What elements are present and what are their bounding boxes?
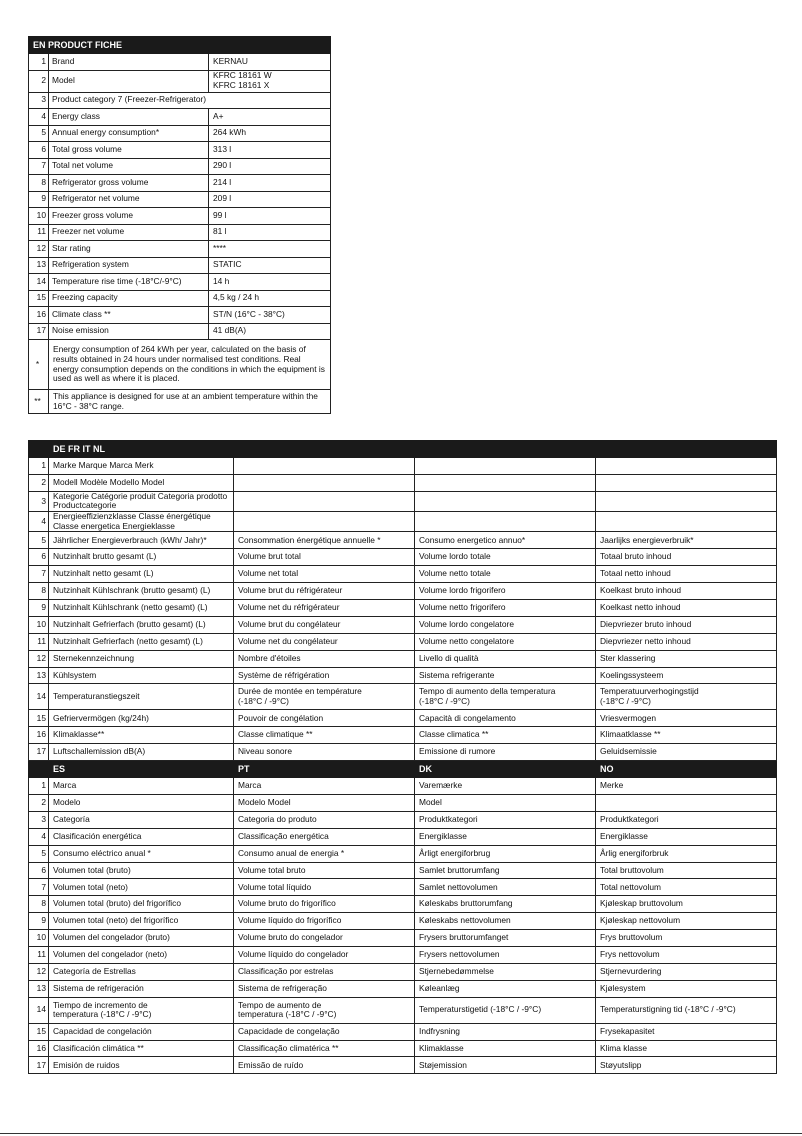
translation-row — [29, 1057, 777, 1074]
translation-cell: Frysekapasitet — [596, 1023, 777, 1040]
fiche-value: 4,5 kg / 24 h — [209, 290, 331, 307]
row-number: 8 — [29, 583, 49, 600]
fiche-value: 264 kWh — [209, 125, 331, 142]
fiche-row — [29, 54, 331, 71]
translation-cell — [415, 458, 596, 475]
row-number: 13 — [29, 667, 49, 684]
row-number: 16 — [29, 307, 49, 324]
translation-cell: Emissão de ruído — [234, 1057, 415, 1074]
translation-cell: Stjernebedømmelse — [415, 963, 596, 980]
fiche-label: Freezer gross volume — [49, 208, 209, 225]
translation-cell: Classificação climatérica ** — [234, 1040, 415, 1057]
translation-cell: Luftschallemission dB(A) — [49, 744, 234, 761]
language-header: PT — [234, 761, 415, 778]
translation-cell: Temperaturanstiegszeit — [49, 684, 234, 710]
translation-cell: Tempo de aumento de temperatura (-18°C / -9°C) — [234, 997, 415, 1023]
translation-cell: Kühlsystem — [49, 667, 234, 684]
translation-row — [29, 583, 777, 600]
translation-cell: Køleskabs nettovolumen — [415, 913, 596, 930]
row-number: 14 — [29, 997, 49, 1023]
fiche-value: 214 l — [209, 175, 331, 192]
fiche-header: EN PRODUCT FICHE — [29, 37, 331, 54]
translation-cell: Volume netto frigorifero — [415, 599, 596, 616]
translation-cell — [415, 474, 596, 491]
translation-row — [29, 616, 777, 633]
translation-cell: Classificação por estrelas — [234, 963, 415, 980]
translation-cell: Système de réfrigération — [234, 667, 415, 684]
translation-cell: Temperatuurverhogingstijd (-18°C / -9°C) — [596, 684, 777, 710]
row-number: 14 — [29, 274, 49, 291]
translation-cell: Volume líquido do frigorífico — [234, 913, 415, 930]
fiche-value: 81 l — [209, 224, 331, 241]
fiche-value: KFRC 18161 W KFRC 18161 X — [209, 70, 331, 92]
row-number: 17 — [29, 1057, 49, 1074]
row-number: 9 — [29, 599, 49, 616]
translation-cell: Temperaturstigetid (-18°C / -9°C) — [415, 997, 596, 1023]
translation-cell: Jaarlijks energieverbruik* — [596, 532, 777, 549]
translation-cell: Emisión de ruidos — [49, 1057, 234, 1074]
translation-row — [29, 930, 777, 947]
row-number: 11 — [29, 224, 49, 241]
fiche-label: Product category 7 (Freezer-Refrigerator) — [49, 92, 331, 109]
translation-cell: Consumo anual de energia * — [234, 845, 415, 862]
translation-row — [29, 491, 777, 511]
translation-cell: Merke — [596, 778, 777, 795]
translation-cell — [234, 491, 415, 511]
row-number: 7 — [29, 158, 49, 175]
translation-cell: Total bruttovolum — [596, 862, 777, 879]
language-header — [415, 441, 596, 458]
translation-cell: Klimaklasse** — [49, 727, 234, 744]
fiche-value: 14 h — [209, 274, 331, 291]
translation-cell: Volume net du réfrigérateur — [234, 599, 415, 616]
translation-row — [29, 549, 777, 566]
translation-row — [29, 633, 777, 650]
translation-cell — [234, 458, 415, 475]
translation-cell: Capacidade de congelação — [234, 1023, 415, 1040]
translation-cell: Niveau sonore — [234, 744, 415, 761]
translation-cell: Koelingssysteem — [596, 667, 777, 684]
translation-cell: Energiklasse — [415, 828, 596, 845]
translation-cell — [234, 474, 415, 491]
fiche-row — [29, 125, 331, 142]
language-header: DK — [415, 761, 596, 778]
translation-cell: Modelo — [49, 794, 234, 811]
multilanguage-table — [28, 440, 777, 1074]
fiche-row — [29, 142, 331, 159]
translation-cell: Durée de montée en température (-18°C / -9°C) — [234, 684, 415, 710]
row-number: 13 — [29, 980, 49, 997]
translation-cell: Nutzinhalt Kühlschrank (brutto gesamt) (L) — [49, 583, 234, 600]
translation-row — [29, 599, 777, 616]
row-number: 3 — [29, 92, 49, 109]
fiche-value: 41 dB(A) — [209, 323, 331, 340]
translation-cell: Volumen total (neto) del frigorífico — [49, 913, 234, 930]
translation-cell: Totaal netto inhoud — [596, 566, 777, 583]
translation-cell: Volume bruto do congelador — [234, 930, 415, 947]
translation-cell: Pouvoir de congélation — [234, 710, 415, 727]
translation-cell: Volumen del congelador (neto) — [49, 947, 234, 964]
translation-cell: Gefriervermögen (kg/24h) — [49, 710, 234, 727]
translation-cell — [415, 512, 596, 532]
fiche-value: 290 l — [209, 158, 331, 175]
fiche-value: 313 l — [209, 142, 331, 159]
translation-row — [29, 566, 777, 583]
translation-cell: Categoria do produto — [234, 811, 415, 828]
fiche-row — [29, 70, 331, 92]
translation-cell: Volume lordo totale — [415, 549, 596, 566]
row-number: 15 — [29, 1023, 49, 1040]
fiche-label: Brand — [49, 54, 209, 71]
translation-cell: Koelkast netto inhoud — [596, 599, 777, 616]
fiche-label: Refrigerator gross volume — [49, 175, 209, 192]
translation-cell: Marke Marque Marca Merk — [49, 458, 234, 475]
translation-cell: Kjøleskap bruttovolum — [596, 896, 777, 913]
row-number: 5 — [29, 125, 49, 142]
row-number: 8 — [29, 896, 49, 913]
translation-cell: Classe climatica ** — [415, 727, 596, 744]
row-number: 17 — [29, 323, 49, 340]
translation-cell: Classificação energética — [234, 828, 415, 845]
translation-cell — [596, 491, 777, 511]
translation-cell: Kategorie Catégorie produit Categoria prodotto Productcategorie — [49, 491, 234, 511]
row-number: 4 — [29, 828, 49, 845]
fiche-row — [29, 158, 331, 175]
fiche-label: Star rating — [49, 241, 209, 258]
row-number: 9 — [29, 191, 49, 208]
translation-cell: Temperaturstigning tid (-18°C / -9°C) — [596, 997, 777, 1023]
fiche-label: Model — [49, 70, 209, 92]
translation-row — [29, 862, 777, 879]
translation-cell: Categoría de Estrellas — [49, 963, 234, 980]
translation-cell: Sistema refrigerante — [415, 667, 596, 684]
fiche-note-row — [29, 340, 331, 390]
translation-cell: Frysers nettovolumen — [415, 947, 596, 964]
translation-row — [29, 667, 777, 684]
note-text: Energy consumption of 264 kWh per year, calculated on the basis of results obtained in 24 hours under normalised test conditions. Real energy consumption depends on the conditions in which the equipment is used as well as where it is placed. — [49, 340, 331, 390]
note-mark: ** — [29, 390, 49, 414]
translation-cell: Volume lordo congelatore — [415, 616, 596, 633]
translation-cell: Varemærke — [415, 778, 596, 795]
translation-row — [29, 778, 777, 795]
row-number: 7 — [29, 879, 49, 896]
translation-cell: Klima klasse — [596, 1040, 777, 1057]
row-number: 11 — [29, 947, 49, 964]
translation-row — [29, 947, 777, 964]
row-number: 17 — [29, 744, 49, 761]
translation-cell: Consumo energetico annuo* — [415, 532, 596, 549]
translation-row — [29, 794, 777, 811]
fiche-row — [29, 323, 331, 340]
translation-cell: Støjemission — [415, 1057, 596, 1074]
translation-cell: Volume total bruto — [234, 862, 415, 879]
translation-cell: Clasificación climática ** — [49, 1040, 234, 1057]
fiche-label: Freezer net volume — [49, 224, 209, 241]
fiche-value: KERNAU — [209, 54, 331, 71]
language-header — [234, 441, 415, 458]
translation-cell: Nutzinhalt Gefrierfach (brutto gesamt) (L) — [49, 616, 234, 633]
translation-cell: Volumen total (bruto) — [49, 862, 234, 879]
translation-cell: Volume bruto do frigorífico — [234, 896, 415, 913]
translation-row — [29, 727, 777, 744]
translation-cell: Nutzinhalt Gefrierfach (netto gesamt) (L) — [49, 633, 234, 650]
fiche-label: Climate class ** — [49, 307, 209, 324]
translation-cell: Volume netto congelatore — [415, 633, 596, 650]
translation-cell: Klimaatklasse ** — [596, 727, 777, 744]
translation-cell — [596, 512, 777, 532]
translation-cell: Volume brut du réfrigérateur — [234, 583, 415, 600]
row-number: 9 — [29, 913, 49, 930]
translation-cell — [596, 794, 777, 811]
translation-row — [29, 474, 777, 491]
row-number: 6 — [29, 142, 49, 159]
translation-cell: Ster klassering — [596, 650, 777, 667]
translation-cell: Capacidad de congelación — [49, 1023, 234, 1040]
row-number: 10 — [29, 930, 49, 947]
translation-cell — [415, 491, 596, 511]
row-number: 6 — [29, 549, 49, 566]
fiche-label: Temperature rise time (-18°C/-9°C) — [49, 274, 209, 291]
translation-row — [29, 458, 777, 475]
translation-cell: Nombre d'étoiles — [234, 650, 415, 667]
translation-cell: Frys nettovolum — [596, 947, 777, 964]
fiche-value: 99 l — [209, 208, 331, 225]
translation-cell: Sternekennzeichnung — [49, 650, 234, 667]
translation-cell: Clasificación energética — [49, 828, 234, 845]
fiche-row — [29, 307, 331, 324]
translation-cell: Tiempo de incremento de temperatura (-18°C / -9°C) — [49, 997, 234, 1023]
translation-cell: Samlet nettovolumen — [415, 879, 596, 896]
translation-cell: Emissione di rumore — [415, 744, 596, 761]
translation-cell: Samlet bruttorumfang — [415, 862, 596, 879]
translation-cell: Totaal bruto inhoud — [596, 549, 777, 566]
translation-cell: Tempo di aumento della temperatura (-18°C / -9°C) — [415, 684, 596, 710]
header-blank — [29, 441, 49, 458]
translation-cell: Model — [415, 794, 596, 811]
translation-cell: Energiklasse — [596, 828, 777, 845]
row-number: 16 — [29, 1040, 49, 1057]
row-number: 16 — [29, 727, 49, 744]
translation-cell: Sistema de refrigeración — [49, 980, 234, 997]
fiche-value: ST/N (16°C - 38°C) — [209, 307, 331, 324]
translation-cell: Modelo Model — [234, 794, 415, 811]
translation-row — [29, 650, 777, 667]
language-header: DE FR IT NL — [49, 441, 234, 458]
translation-row — [29, 811, 777, 828]
translation-cell: Classe climatique ** — [234, 727, 415, 744]
header-blank — [29, 761, 49, 778]
translation-cell: Total nettovolum — [596, 879, 777, 896]
row-number: 3 — [29, 491, 49, 511]
row-number: 10 — [29, 616, 49, 633]
translation-cell: Diepvriezer netto inhoud — [596, 633, 777, 650]
translation-cell: Consumo eléctrico anual * — [49, 845, 234, 862]
translation-cell: Sistema de refrigeração — [234, 980, 415, 997]
translation-cell: Produktkategori — [596, 811, 777, 828]
translation-cell: Modell Modèle Modello Model — [49, 474, 234, 491]
translation-cell: Volume brut total — [234, 549, 415, 566]
translation-cell: Capacità di congelamento — [415, 710, 596, 727]
fiche-label: Annual energy consumption* — [49, 125, 209, 142]
fiche-row — [29, 175, 331, 192]
translation-cell: Categoría — [49, 811, 234, 828]
row-number: 12 — [29, 650, 49, 667]
translation-row — [29, 684, 777, 710]
row-number: 1 — [29, 54, 49, 71]
fiche-row — [29, 241, 331, 258]
translation-cell: Klimaklasse — [415, 1040, 596, 1057]
translation-cell: Frys bruttovolum — [596, 930, 777, 947]
translation-cell: Køleskabs bruttorumfang — [415, 896, 596, 913]
translation-row — [29, 845, 777, 862]
row-number: 8 — [29, 175, 49, 192]
translation-cell: Frysers bruttorumfanget — [415, 930, 596, 947]
translation-cell — [234, 512, 415, 532]
row-number: 5 — [29, 845, 49, 862]
bottom-rule — [0, 1133, 802, 1134]
translation-cell: Koelkast bruto inhoud — [596, 583, 777, 600]
translation-cell: Consommation énergétique annuelle * — [234, 532, 415, 549]
translation-cell: Volume brut du congélateur — [234, 616, 415, 633]
fiche-row — [29, 274, 331, 291]
fiche-row — [29, 257, 331, 274]
row-number: 2 — [29, 70, 49, 92]
row-number: 2 — [29, 794, 49, 811]
fiche-row — [29, 208, 331, 225]
product-fiche-table — [28, 36, 331, 414]
fiche-label: Energy class — [49, 109, 209, 126]
translation-cell: Produktkategori — [415, 811, 596, 828]
row-number: 4 — [29, 512, 49, 532]
row-number: 14 — [29, 684, 49, 710]
translation-cell: Kjøleskap nettovolum — [596, 913, 777, 930]
translation-row — [29, 1040, 777, 1057]
translation-cell: Marca — [234, 778, 415, 795]
language-header: NO — [596, 761, 777, 778]
row-number: 3 — [29, 811, 49, 828]
translation-cell: Marca — [49, 778, 234, 795]
translation-row — [29, 1023, 777, 1040]
row-number: 6 — [29, 862, 49, 879]
translation-cell: Volumen total (neto) — [49, 879, 234, 896]
note-text: This appliance is designed for use at an ambient temperature within the 16°C - 38°C range. — [49, 390, 331, 414]
translation-row — [29, 913, 777, 930]
language-header-row — [29, 761, 777, 778]
translation-row — [29, 997, 777, 1023]
row-number: 5 — [29, 532, 49, 549]
fiche-value: 209 l — [209, 191, 331, 208]
fiche-row — [29, 290, 331, 307]
translation-cell: Nutzinhalt netto gesamt (L) — [49, 566, 234, 583]
row-number: 15 — [29, 290, 49, 307]
translation-cell: Livello di qualità — [415, 650, 596, 667]
language-header — [596, 441, 777, 458]
language-header-row — [29, 441, 777, 458]
translation-cell: Indfrysning — [415, 1023, 596, 1040]
fiche-label: Freezing capacity — [49, 290, 209, 307]
translation-row — [29, 744, 777, 761]
translation-cell: Geluidsemissie — [596, 744, 777, 761]
fiche-note-row — [29, 390, 331, 414]
translation-cell: Volume net du congélateur — [234, 633, 415, 650]
row-number: 10 — [29, 208, 49, 225]
translation-cell: Årligt energiforbrug — [415, 845, 596, 862]
translation-cell: Nutzinhalt Kühlschrank (netto gesamt) (L) — [49, 599, 234, 616]
translation-row — [29, 980, 777, 997]
translation-cell: Volume total líquido — [234, 879, 415, 896]
fiche-label: Total net volume — [49, 158, 209, 175]
translation-cell: Vriesvermogen — [596, 710, 777, 727]
translation-row — [29, 512, 777, 532]
row-number: 13 — [29, 257, 49, 274]
translation-row — [29, 828, 777, 845]
translation-cell: Volume líquido do congelador — [234, 947, 415, 964]
fiche-value: **** — [209, 241, 331, 258]
translation-cell: Jährlicher Energieverbrauch (kWh/ Jahr)* — [49, 532, 234, 549]
translation-cell: Volume net total — [234, 566, 415, 583]
fiche-header-row — [29, 37, 331, 54]
fiche-row — [29, 224, 331, 241]
translation-cell: Volumen del congelador (bruto) — [49, 930, 234, 947]
translation-cell — [596, 458, 777, 475]
row-number: 1 — [29, 778, 49, 795]
row-number: 12 — [29, 963, 49, 980]
translation-row — [29, 710, 777, 727]
translation-row — [29, 532, 777, 549]
translation-row — [29, 879, 777, 896]
fiche-label: Refrigerator net volume — [49, 191, 209, 208]
translation-cell: Kjølesystem — [596, 980, 777, 997]
fiche-row — [29, 191, 331, 208]
row-number: 4 — [29, 109, 49, 126]
translation-cell: Støyutslipp — [596, 1057, 777, 1074]
translation-cell: Nutzinhalt brutto gesamt (L) — [49, 549, 234, 566]
translation-cell: Stjernevurdering — [596, 963, 777, 980]
row-number: 15 — [29, 710, 49, 727]
fiche-label: Refrigeration system — [49, 257, 209, 274]
translation-row — [29, 963, 777, 980]
fiche-label: Noise emission — [49, 323, 209, 340]
translation-cell: Volume lordo frigorifero — [415, 583, 596, 600]
language-header: ES — [49, 761, 234, 778]
fiche-label: Total gross volume — [49, 142, 209, 159]
translation-cell: Diepvriezer bruto inhoud — [596, 616, 777, 633]
translation-cell: Volume netto totale — [415, 566, 596, 583]
translation-cell — [596, 474, 777, 491]
fiche-row — [29, 92, 331, 109]
translation-cell: Volumen total (bruto) del frigorífico — [49, 896, 234, 913]
fiche-value: A+ — [209, 109, 331, 126]
row-number: 7 — [29, 566, 49, 583]
row-number: 12 — [29, 241, 49, 258]
note-mark: * — [29, 340, 49, 390]
translation-cell: Køleanlæg — [415, 980, 596, 997]
fiche-row — [29, 109, 331, 126]
translation-cell: Årlig energiforbruk — [596, 845, 777, 862]
translation-cell: Energieeffizienzklasse Classe énergétique Classe energetica Energieklasse — [49, 512, 234, 532]
translation-row — [29, 896, 777, 913]
row-number: 1 — [29, 458, 49, 475]
row-number: 2 — [29, 474, 49, 491]
fiche-value: STATIC — [209, 257, 331, 274]
row-number: 11 — [29, 633, 49, 650]
